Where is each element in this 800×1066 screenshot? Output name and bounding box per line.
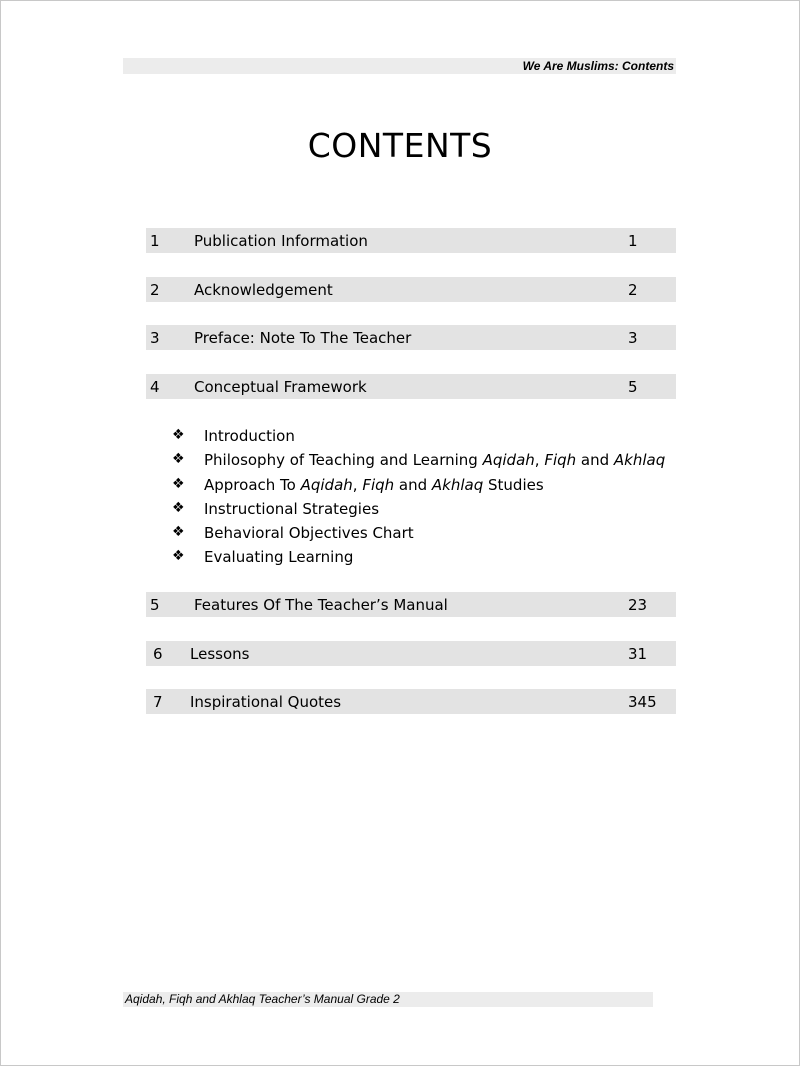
subsection-label: Behavioral Objectives Chart (204, 524, 414, 543)
subsection-label: Philosophy of Teaching and Learning Aqidah, Fiqh and Akhlaq (204, 451, 666, 470)
bullet-icon: ❖ (172, 427, 185, 443)
subsection-item[interactable] (172, 547, 692, 571)
toc-entry-page: 345 (628, 693, 657, 711)
toc-entry[interactable] (146, 592, 676, 617)
toc-entry[interactable] (146, 277, 676, 302)
running-header (123, 58, 676, 74)
toc-entry[interactable] (146, 641, 676, 666)
toc-entry-label: Preface: Note To The Teacher (194, 329, 412, 347)
bullet-icon: ❖ (172, 524, 185, 541)
toc-entry-page: 1 (628, 232, 638, 250)
bullet-icon: ❖ (172, 451, 185, 468)
running-header-text: We Are Muslims: Contents (522, 59, 674, 73)
toc-entry-number: 5 (150, 596, 160, 614)
toc-entry[interactable] (146, 374, 676, 399)
subsection-label: Approach To Aqidah, Fiqh and Akhlaq Studies (204, 475, 544, 494)
toc-entry-number: 2 (150, 281, 160, 299)
bullet-icon: ❖ (172, 475, 185, 492)
subsection-list (172, 426, 692, 572)
toc-entry-label: Acknowledgement (194, 281, 333, 299)
subsection-label: Evaluating Learning (204, 548, 354, 567)
toc-entry-page: 2 (628, 281, 638, 299)
subsection-item[interactable] (172, 475, 692, 499)
toc-entry-label: Conceptual Framework (194, 378, 367, 396)
toc-entry-page: 31 (628, 645, 648, 663)
running-footer-text: Aqidah, Fiqh and Akhlaq Teacher’s Manual Grade 2 (125, 992, 400, 1006)
subsection-item[interactable] (172, 450, 692, 474)
subsection-item[interactable] (172, 426, 692, 450)
bullet-icon: ❖ (172, 499, 185, 516)
subsection-item[interactable] (172, 523, 692, 547)
toc-entry-number: 3 (150, 329, 160, 347)
subsection-label: Introduction (204, 427, 295, 445)
bullet-icon: ❖ (172, 548, 185, 565)
toc-entry[interactable] (146, 689, 676, 714)
toc-entry-page: 23 (628, 596, 648, 614)
toc-entry-number: 6 (153, 645, 163, 663)
toc-entry-number: 4 (150, 378, 160, 396)
toc-entry-page: 5 (628, 378, 638, 396)
toc-entry-number: 7 (153, 693, 163, 711)
toc-entry-label: Lessons (190, 645, 250, 663)
subsection-label: Instructional Strategies (204, 499, 380, 518)
toc-entry-label: Features Of The Teacher’s Manual (194, 596, 448, 614)
toc-entry[interactable] (146, 325, 676, 350)
toc-entry-page: 3 (628, 329, 638, 347)
running-footer (123, 992, 653, 1007)
page-title: CONTENTS (307, 126, 493, 165)
toc-entry-label: Publication Information (194, 232, 368, 250)
toc-entry[interactable] (146, 228, 676, 253)
toc-entry-label: Inspirational Quotes (190, 693, 342, 711)
toc-entry-number: 1 (150, 232, 160, 250)
subsection-item[interactable] (172, 499, 692, 523)
